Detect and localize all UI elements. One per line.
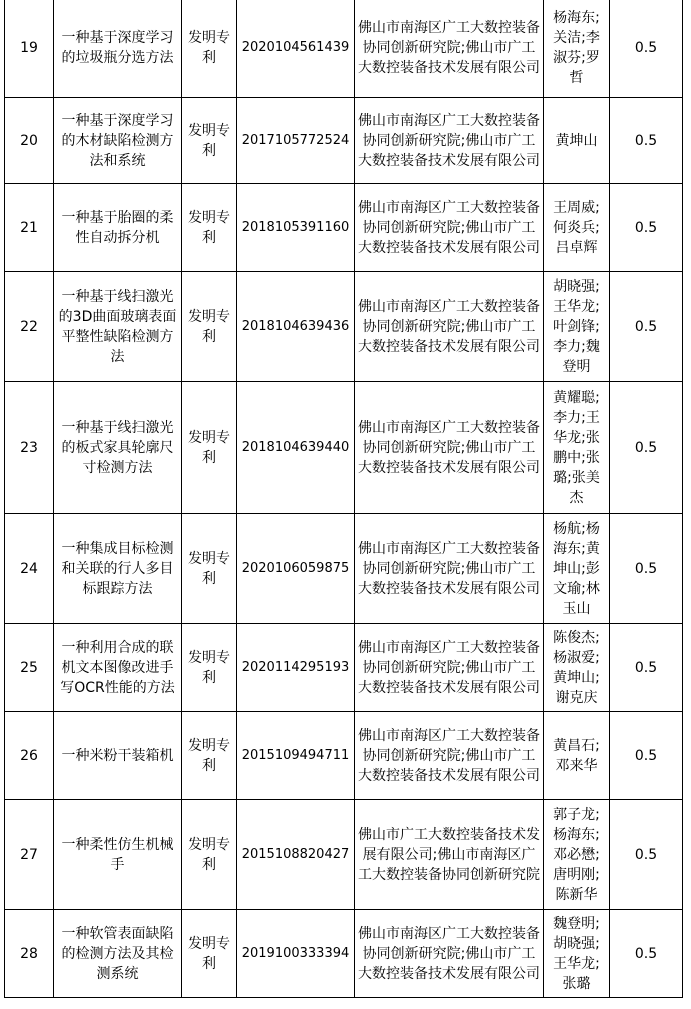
- inventors: 王周威;何炎兵;吕卓辉: [544, 184, 610, 272]
- share-ratio: 0.5: [610, 382, 683, 514]
- patent-type: 发明专利: [182, 712, 237, 800]
- patent-number: 2017105772524: [237, 98, 355, 184]
- row-number: 24: [5, 514, 54, 624]
- table-row: [5, 910, 683, 998]
- patent-title: 一种基于线扫激光的3D曲面玻璃表面平整性缺陷检测方法: [54, 272, 182, 382]
- patent-number: 2018104639440: [237, 382, 355, 514]
- share-ratio: 0.5: [610, 800, 683, 910]
- table-row: [5, 98, 683, 184]
- patent-owner: 佛山市南海区广工大数控装备协同创新研究院;佛山市广工大数控装备技术发展有限公司: [355, 184, 544, 272]
- patent-owner: 佛山市南海区广工大数控装备协同创新研究院;佛山市广工大数控装备技术发展有限公司: [355, 98, 544, 184]
- inventors: 郭子龙;杨海东;邓必懋;唐明刚;陈新华: [544, 800, 610, 910]
- share-ratio: 0.5: [610, 910, 683, 998]
- patent-type: 发明专利: [182, 624, 237, 712]
- table-row: [5, 184, 683, 272]
- inventors: 黄昌石;邓来华: [544, 712, 610, 800]
- patent-owner: 佛山市南海区广工大数控装备协同创新研究院;佛山市广工大数控装备技术发展有限公司: [355, 0, 544, 98]
- row-number: 22: [5, 272, 54, 382]
- patent-title: 一种基于深度学习的木材缺陷检测方法和系统: [54, 98, 182, 184]
- patent-number: 2015109494711: [237, 712, 355, 800]
- table-row: [5, 712, 683, 800]
- patent-title: 一种米粉干装箱机: [54, 712, 182, 800]
- patent-owner: 佛山市南海区广工大数控装备协同创新研究院;佛山市广工大数控装备技术发展有限公司: [355, 382, 544, 514]
- share-ratio: 0.5: [610, 98, 683, 184]
- row-number: 28: [5, 910, 54, 998]
- patent-title: 一种基于线扫激光的板式家具轮廓尺寸检测方法: [54, 382, 182, 514]
- row-number: 23: [5, 382, 54, 514]
- patent-number: 2020104561439: [237, 0, 355, 98]
- row-number: 21: [5, 184, 54, 272]
- inventors: 魏登明;胡晓强;王华龙;张璐: [544, 910, 610, 998]
- table-row: [5, 0, 683, 98]
- row-number: 26: [5, 712, 54, 800]
- patent-owner: 佛山市广工大数控装备技术发展有限公司;佛山市南海区广工大数控装备协同创新研究院: [355, 800, 544, 910]
- patent-type: 发明专利: [182, 382, 237, 514]
- patent-title: 一种基于深度学习的垃圾瓶分选方法: [54, 0, 182, 98]
- inventors: 杨海东;关洁;李淑芬;罗哲: [544, 0, 610, 98]
- patent-owner: 佛山市南海区广工大数控装备协同创新研究院;佛山市广工大数控装备技术发展有限公司: [355, 624, 544, 712]
- inventors: 黄坤山: [544, 98, 610, 184]
- patent-type: 发明专利: [182, 910, 237, 998]
- table-row: [5, 514, 683, 624]
- patent-type: 发明专利: [182, 272, 237, 382]
- patent-number: 2020106059875: [237, 514, 355, 624]
- patent-number: 2015108820427: [237, 800, 355, 910]
- patent-type: 发明专利: [182, 98, 237, 184]
- patent-title: 一种柔性仿生机械手: [54, 800, 182, 910]
- share-ratio: 0.5: [610, 184, 683, 272]
- share-ratio: 0.5: [610, 712, 683, 800]
- patent-table: [4, 0, 683, 998]
- share-ratio: 0.5: [610, 272, 683, 382]
- patent-title: 一种集成目标检测和关联的行人多目标跟踪方法: [54, 514, 182, 624]
- share-ratio: 0.5: [610, 514, 683, 624]
- inventors: 杨航;杨海东;黄坤山;彭文瑜;林玉山: [544, 514, 610, 624]
- patent-type: 发明专利: [182, 800, 237, 910]
- table-row: [5, 382, 683, 514]
- table-row: [5, 624, 683, 712]
- share-ratio: 0.5: [610, 624, 683, 712]
- row-number: 27: [5, 800, 54, 910]
- inventors: 陈俊杰;杨淑爱;黄坤山;谢克庆: [544, 624, 610, 712]
- patent-number: 2018104639436: [237, 272, 355, 382]
- patent-type: 发明专利: [182, 514, 237, 624]
- table-row: [5, 272, 683, 382]
- patent-title: 一种基于胎圈的柔性自动拆分机: [54, 184, 182, 272]
- share-ratio: 0.5: [610, 0, 683, 98]
- inventors: 黄耀聪;李力;王华龙;张鹏中;张璐;张美杰: [544, 382, 610, 514]
- patent-owner: 佛山市南海区广工大数控装备协同创新研究院;佛山市广工大数控装备技术发展有限公司: [355, 514, 544, 624]
- row-number: 25: [5, 624, 54, 712]
- patent-type: 发明专利: [182, 184, 237, 272]
- patent-title: 一种利用合成的联机文本图像改进手写OCR性能的方法: [54, 624, 182, 712]
- row-number: 19: [5, 0, 54, 98]
- row-number: 20: [5, 98, 54, 184]
- patent-number: 2018105391160: [237, 184, 355, 272]
- patent-type: 发明专利: [182, 0, 237, 98]
- table-row: [5, 800, 683, 910]
- patent-number: 2020114295193: [237, 624, 355, 712]
- inventors: 胡晓强;王华龙;叶剑锋;李力;魏登明: [544, 272, 610, 382]
- patent-owner: 佛山市南海区广工大数控装备协同创新研究院;佛山市广工大数控装备技术发展有限公司: [355, 272, 544, 382]
- patent-owner: 佛山市南海区广工大数控装备协同创新研究院;佛山市广工大数控装备技术发展有限公司: [355, 712, 544, 800]
- patent-number: 2019100333394: [237, 910, 355, 998]
- patent-title: 一种软管表面缺陷的检测方法及其检测系统: [54, 910, 182, 998]
- patent-owner: 佛山市南海区广工大数控装备协同创新研究院;佛山市广工大数控装备技术发展有限公司: [355, 910, 544, 998]
